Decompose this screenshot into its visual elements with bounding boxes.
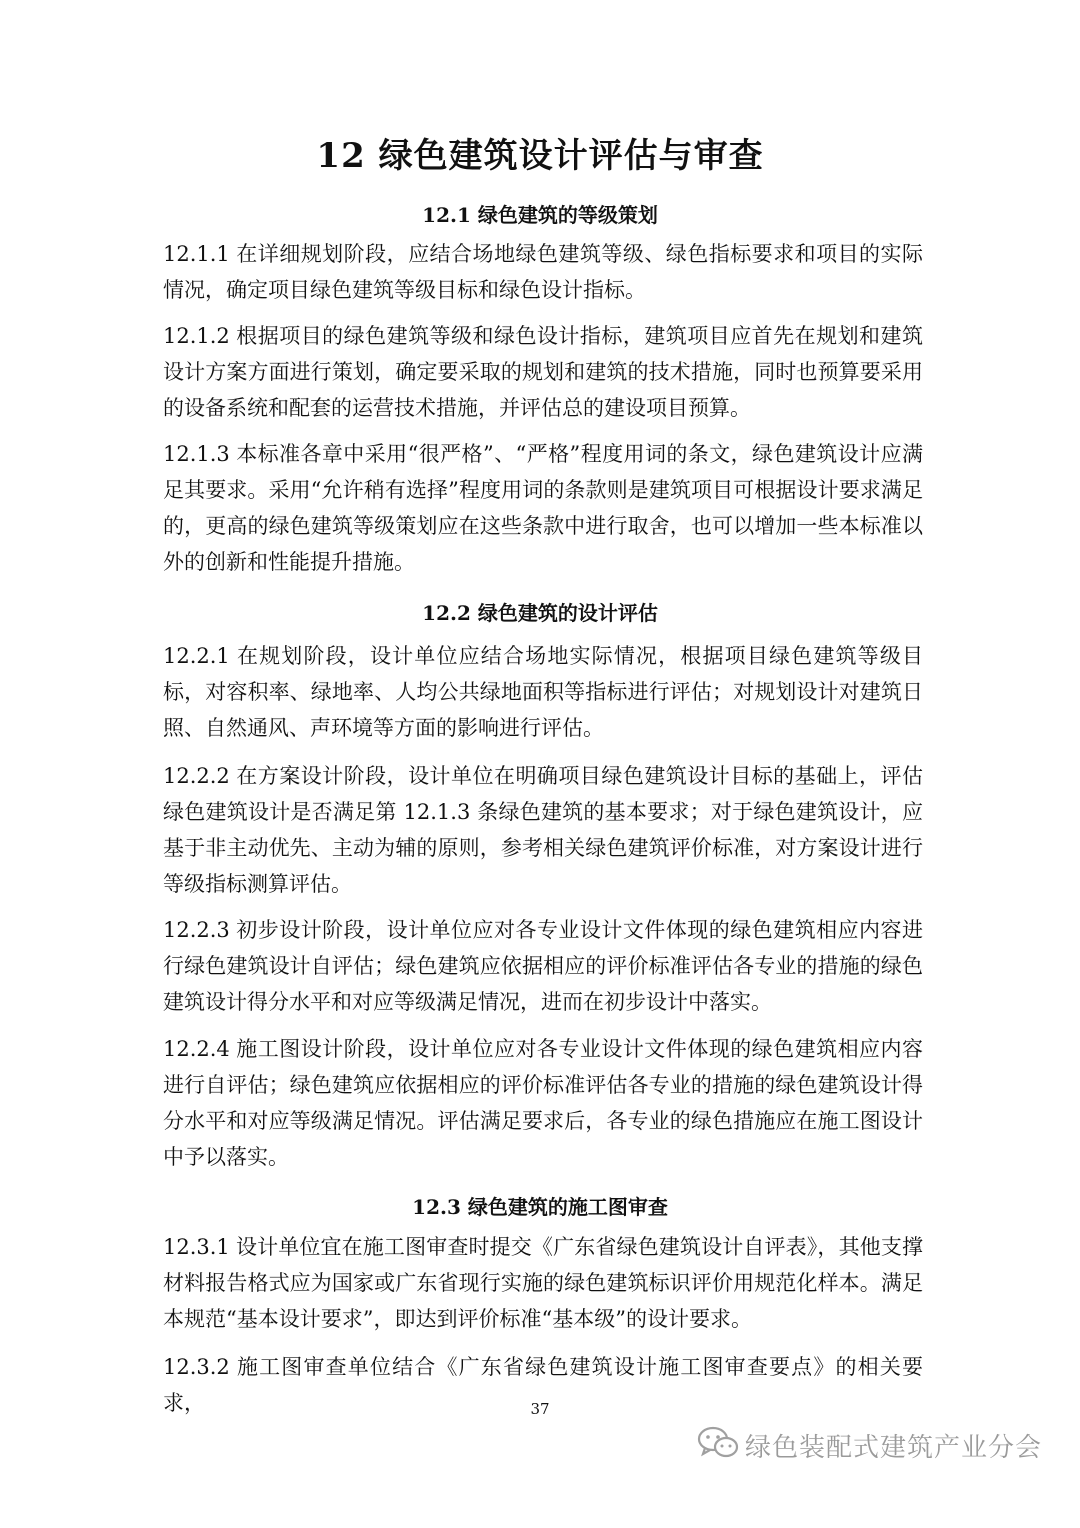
- clause-text: 在详细规划阶段，应结合场地绿色建筑等级、绿色指标要求和项目的实际情况，确定项目绿色建筑等级目标和绿色设计指标。: [163, 242, 923, 302]
- clause-text: 在规划阶段，设计单位应结合场地实际情况，根据项目绿色建筑等级目标，对容积率、绿地率、人均公共绿地面积等指标进行评估；对规划设计对建筑日照、自然通风、声环境等方面的影响进行评估。: [163, 644, 923, 740]
- chapter-title: 12 绿色建筑设计评估与审查: [316, 136, 764, 176]
- section-heading-12-2: 12.2 绿色建筑的设计评估: [422, 601, 658, 625]
- clause-number: 12.2.2: [163, 764, 230, 788]
- clause-number: 12.1.2: [163, 324, 230, 348]
- watermark: [697, 1425, 1042, 1465]
- clause-text: 本标准各章中采用“很严格”、“严格”程度用词的条文，绿色建筑设计应满足其要求。采用“允许稍有选择”程度用词的条款则是建筑项目可根据设计要求满足的，更高的绿色建筑等级策划应在这些条款中进行取舍，也可以增加一些本标准以外的创新和性能提升措施。: [163, 442, 923, 574]
- clause-number: 12.3.2: [163, 1355, 230, 1379]
- section-heading-12-1: 12.1 绿色建筑的等级策划: [422, 203, 658, 227]
- clause-text: 初步设计阶段，设计单位应对各专业设计文件体现的绿色建筑相应内容进行绿色建筑设计自评估；绿色建筑应依据相应的评价标准评估各专业的措施的绿色建筑设计得分水平和对应等级满足情况，进而在初步设计中落实。: [163, 918, 923, 1014]
- clause-12-1-3: [163, 436, 923, 580]
- clause-number: 12.1.1: [163, 242, 230, 266]
- clause-12-1-2: [163, 318, 923, 426]
- watermark-label: 绿色装配式建筑产业分会: [744, 1432, 1042, 1463]
- clause-text: 施工图审查单位结合《广东省绿色建筑设计施工图审查要点》的相关要求，: [163, 1355, 923, 1415]
- clause-text: 在方案设计阶段，设计单位在明确项目绿色建筑设计目标的基础上，评估绿色建筑设计是否满足第 12.1.3 条绿色建筑的基本要求；对于绿色建筑设计，应基于非主动优先、主动为辅的原则，参考相关绿色建筑评价标准，对方案设计进行等级指标测算评估。: [163, 764, 923, 896]
- clause-number: 12.3.1: [163, 1235, 230, 1259]
- section-heading-12-3: 12.3 绿色建筑的施工图审查: [412, 1195, 668, 1219]
- clause-12-2-2: [163, 758, 923, 902]
- clause-number: 12.2.3: [163, 918, 230, 942]
- clause-12-2-3: [163, 912, 923, 1020]
- page-number: 37: [530, 1400, 550, 1418]
- clause-12-1-1: [163, 236, 923, 308]
- clause-number: 12.2.1: [163, 644, 230, 668]
- wechat-icon: [697, 1425, 739, 1465]
- clause-number: 12.1.3: [163, 442, 230, 466]
- clause-12-2-4: [163, 1031, 923, 1175]
- clause-12-2-1: [163, 638, 923, 746]
- clause-text: 设计单位宜在施工图审查时提交《广东省绿色建筑设计自评表》，其他支撑材料报告格式应为国家或广东省现行实施的绿色建筑标识评价用规范化样本。满足本规范“基本设计要求”，即达到评价标准“基本级”的设计要求。: [163, 1235, 923, 1331]
- clause-12-3-1: [163, 1229, 923, 1337]
- clause-text: 根据项目的绿色建筑等级和绿色设计指标，建筑项目应首先在规划和建筑设计方案方面进行策划，确定要采取的规划和建筑的技术措施，同时也预算要采用的设备系统和配套的运营技术措施，并评估总的建设项目预算。: [163, 324, 923, 420]
- clause-number: 12.2.4: [163, 1037, 230, 1061]
- clause-text: 施工图设计阶段，设计单位应对各专业设计文件体现的绿色建筑相应内容进行自评估；绿色建筑应依据相应的评价标准评估各专业的措施的绿色建筑设计得分水平和对应等级满足情况。评估满足要求后，各专业的绿色措施应在施工图设计中予以落实。: [163, 1037, 923, 1169]
